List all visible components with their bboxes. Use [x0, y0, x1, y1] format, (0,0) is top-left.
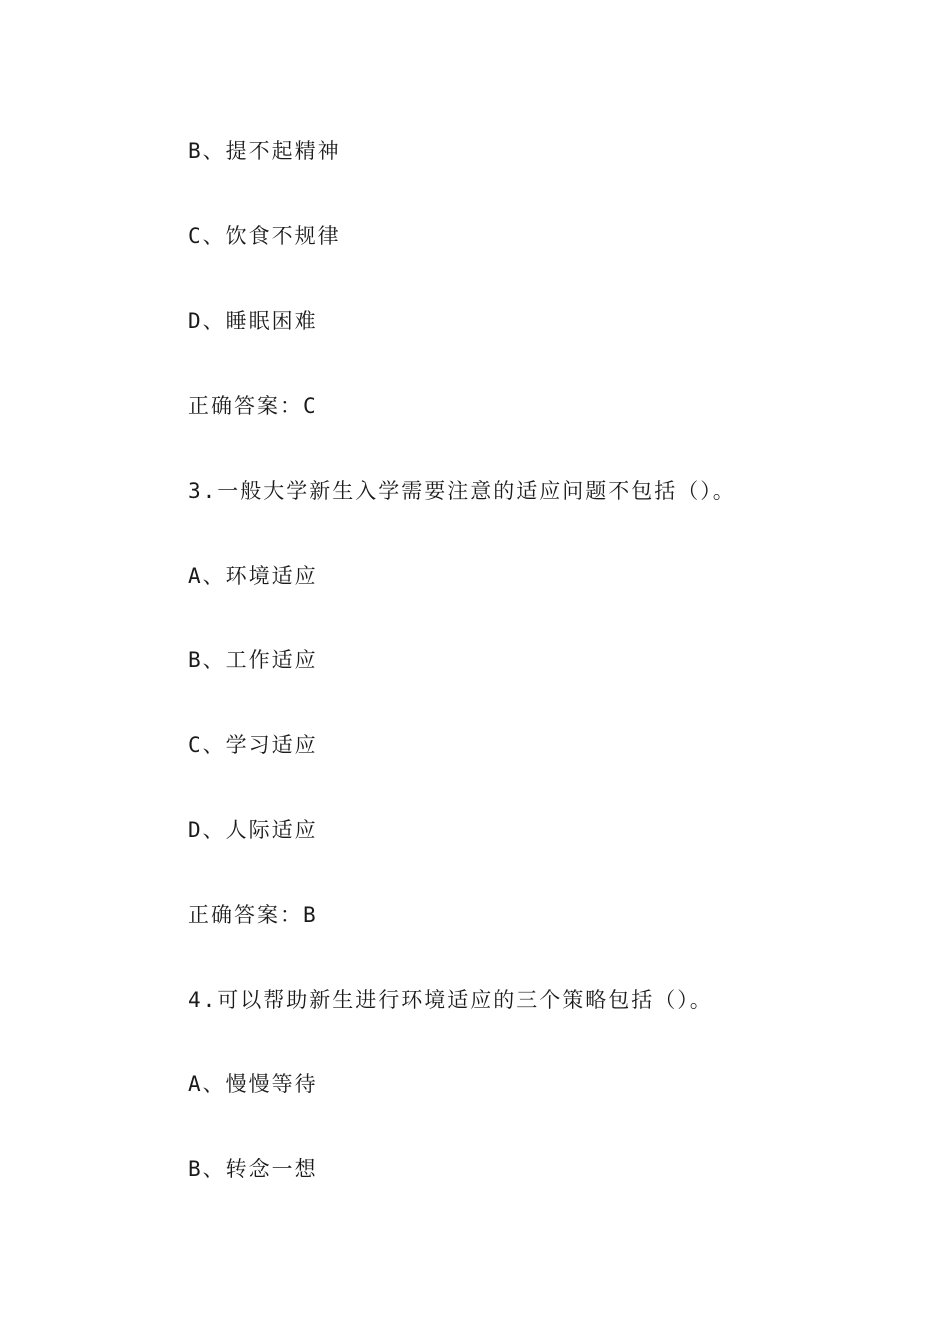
answer-q3: 正确答案：B [188, 903, 318, 927]
option-c-q3: C、学习适应 [188, 733, 318, 757]
answer-q2: 正确答案：C [188, 394, 318, 418]
option-b-q2: B、提不起精神 [188, 139, 341, 163]
question-3: 3.一般大学新生入学需要注意的适应问题不包括（）。 [188, 479, 736, 503]
option-b-q3: B、工作适应 [188, 648, 318, 672]
option-a-q4: A、慢慢等待 [188, 1072, 318, 1096]
option-b-q4: B、转念一想 [188, 1157, 318, 1181]
option-a-q3: A、环境适应 [188, 564, 318, 588]
option-d-q3: D、人际适应 [188, 818, 318, 842]
question-4: 4.可以帮助新生进行环境适应的三个策略包括（）。 [188, 988, 713, 1012]
option-c-q2: C、饮食不规律 [188, 224, 341, 248]
option-d-q2: D、睡眠困难 [188, 309, 318, 333]
